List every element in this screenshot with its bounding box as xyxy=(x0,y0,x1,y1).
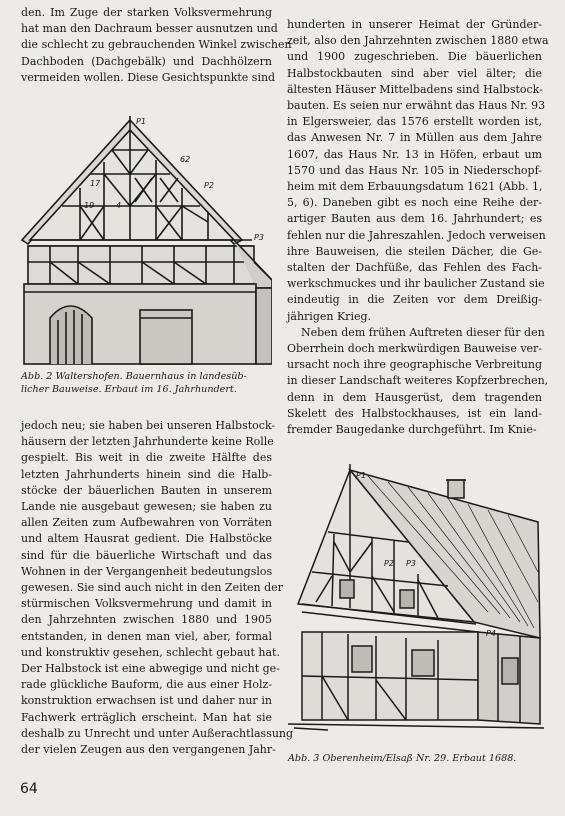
text-line: zeit, also den Jahrzehnten zwischen 1880 etwa xyxy=(287,34,549,48)
text-line: jedoch neu; sie haben bei unseren Halbstock- xyxy=(21,419,276,432)
text-line: Lande nie ausgebaut gewesen; sie haben zu xyxy=(21,500,272,514)
text-line: deshalb zu Unrecht und unter Außerachtlassung xyxy=(21,726,294,740)
figure-label-p2: P2 xyxy=(384,559,394,568)
text-line: der vielen Zeugen aus den vergangenen Jahr- xyxy=(21,743,276,757)
text-line: ursacht noch ihre geographische Verbreitung xyxy=(287,358,542,372)
text-line: den. Im Zuge der starken Volksvermehrung xyxy=(21,6,272,19)
text-line: ältesten Häuser Mittelbadens sind Halbstock- xyxy=(287,82,543,96)
text-line: werkschmuckes und ihr baulicher Zustand sie xyxy=(287,277,545,291)
caption-line: Abb. 2 Waltershofen. Bauernhaus in landesüb- xyxy=(21,371,247,382)
text-line: Wohnen in der Vergangenheit bedeutungslos xyxy=(21,564,273,578)
text-line: rade glückliche Bauform, die aus einer Holz- xyxy=(21,678,272,692)
text-line: und konstruktiv gesehen, schlecht gebaut hat. xyxy=(21,645,280,659)
page-number: 64 xyxy=(20,781,38,797)
paragraph-left-top xyxy=(21,5,292,86)
figure-label-p4: P4 xyxy=(486,629,496,638)
figure-3-caption: Abb. 3 Oberenheim/Elsaß Nr. 29. Erbaut 1688. xyxy=(288,753,517,764)
figure-label-p3: P3 xyxy=(254,233,264,242)
caption-line: licher Bauweise. Erbaut im 16. Jahrhundert. xyxy=(21,384,237,395)
right-column-top xyxy=(287,17,549,438)
text-line: stalten der Dachfüße, das Fehlen des Fach- xyxy=(287,261,542,275)
text-line: das Anwesen Nr. 7 in Müllen aus dem Jahre xyxy=(287,131,542,145)
text-line: Der Halbstock ist eine abwegige und nicht ge- xyxy=(21,662,280,676)
text-line: heim mit dem Erbauungsdatum 1621 (Abb. 1, xyxy=(287,180,543,194)
text-line: Oberrhein doch merkwürdigen Bauweise ver- xyxy=(287,342,543,356)
text-line: bauten. Es seien nur erwähnt das Haus Nr. 93 xyxy=(287,99,546,113)
text-line: fremder Baugedanke durchgeführt. Im Knie- xyxy=(287,423,537,437)
text-line: jährigen Krieg. xyxy=(287,309,372,323)
left-column-top xyxy=(21,5,292,86)
figure-label-p1: P1 xyxy=(356,471,366,480)
text-line: artiger Bauten aus dem 16. Jahrhundert; es xyxy=(287,212,542,226)
figure-label-4: 4 xyxy=(116,201,122,210)
text-line: hunderten in unserer Heimat der Gründer- xyxy=(287,18,542,31)
figure-label-p2: P2 xyxy=(204,181,214,190)
text-line: 5, 6). Daneben gibt es noch eine Reihe der- xyxy=(287,196,542,210)
figure-label-62: 62 xyxy=(180,155,191,164)
text-line: in dieser Landschaft weiteres Kopfzerbrechen, xyxy=(287,374,549,388)
paragraph-left-bottom xyxy=(21,418,294,758)
text-line: Neben dem frühen Auftreten dieser für den xyxy=(301,325,545,339)
text-line: hat man den Dachraum besser ausnutzen und xyxy=(21,22,278,36)
text-line: konstruktion erwachsen ist und daher nur in xyxy=(21,694,272,708)
text-line: fehlen nur die Jahreszahlen. Jedoch verweisen xyxy=(287,228,546,242)
text-line: denn in dem Hausgerüst, dem tragenden xyxy=(287,390,542,404)
text-line: vermeiden wollen. Diese Gesichtspunkte sind xyxy=(21,70,276,84)
text-line: und altem Hausrat gedient. Die Halbstöcke xyxy=(21,532,272,546)
text-line: die schlecht zu gebrauchenden Winkel zwischen xyxy=(21,38,292,52)
figure-2-caption xyxy=(21,370,273,396)
text-line: entstanden, in denen man viel, aber, formal xyxy=(21,629,272,643)
text-line: gespielt. Bis weit in die zweite Hälfte des xyxy=(21,451,272,465)
figure-2-waltershofen-drawing xyxy=(20,112,272,367)
text-line: letzten Jahrhunderts hinein sind die Halb- xyxy=(21,467,272,481)
text-line: sind für die bäuerliche Wirtschaft und das xyxy=(21,548,272,562)
paragraph-right-1 xyxy=(287,17,549,325)
figure-label-19: 19 xyxy=(84,201,95,210)
text-line: und 1900 zugeschrieben. Die bäuerlichen xyxy=(287,50,542,64)
text-line: Halbstockbauten sind aber viel älter; die xyxy=(287,66,542,80)
text-line: Skelett des Halbstockhauses, ist ein land- xyxy=(287,406,542,420)
text-line: den Jahrzehnten zwischen 1880 und 1905 xyxy=(21,613,272,627)
text-line: 1570 und das Haus Nr. 105 in Niederschopf- xyxy=(287,163,542,177)
farmhouse-gable-illustration xyxy=(20,112,272,367)
figure-label-p3: P3 xyxy=(406,559,416,568)
timber-frame-house-illustration xyxy=(288,462,544,742)
text-line: stöcke der bäuerlichen Bauten in unserem xyxy=(21,483,272,497)
text-line: ihre Bauweisen, die steilen Dächer, die Ge- xyxy=(287,244,542,258)
text-line: gewesen. Sie sind auch nicht in den Zeiten der xyxy=(21,581,283,595)
figure-label-17: 17 xyxy=(90,179,101,188)
text-line: in Elgersweier, das 1576 erstellt worden ist, xyxy=(287,115,542,129)
paragraph-right-2 xyxy=(287,325,549,438)
text-line: eindeutig in die Zeiten vor dem Dreißig- xyxy=(287,293,542,307)
text-line: Fachwerk erträglich erscheint. Man hat sie xyxy=(21,710,272,724)
text-line: 1607, das Haus Nr. 13 in Höfen, erbaut um xyxy=(287,147,542,161)
text-line: stürmischen Volksvermehrung und damit in xyxy=(21,597,272,611)
figure-label-p1: P1 xyxy=(136,117,146,126)
text-line: Dachboden (Dachgebälk) und Dachhölzern xyxy=(21,54,272,68)
text-line: allen Zeiten zum Aufbewahren von Vorräten xyxy=(21,516,272,530)
left-column-bottom xyxy=(21,418,294,758)
figure-3-oberenheim-drawing xyxy=(288,462,544,742)
text-line: häusern der letzten Jahrhunderte keine Rolle xyxy=(21,435,274,449)
